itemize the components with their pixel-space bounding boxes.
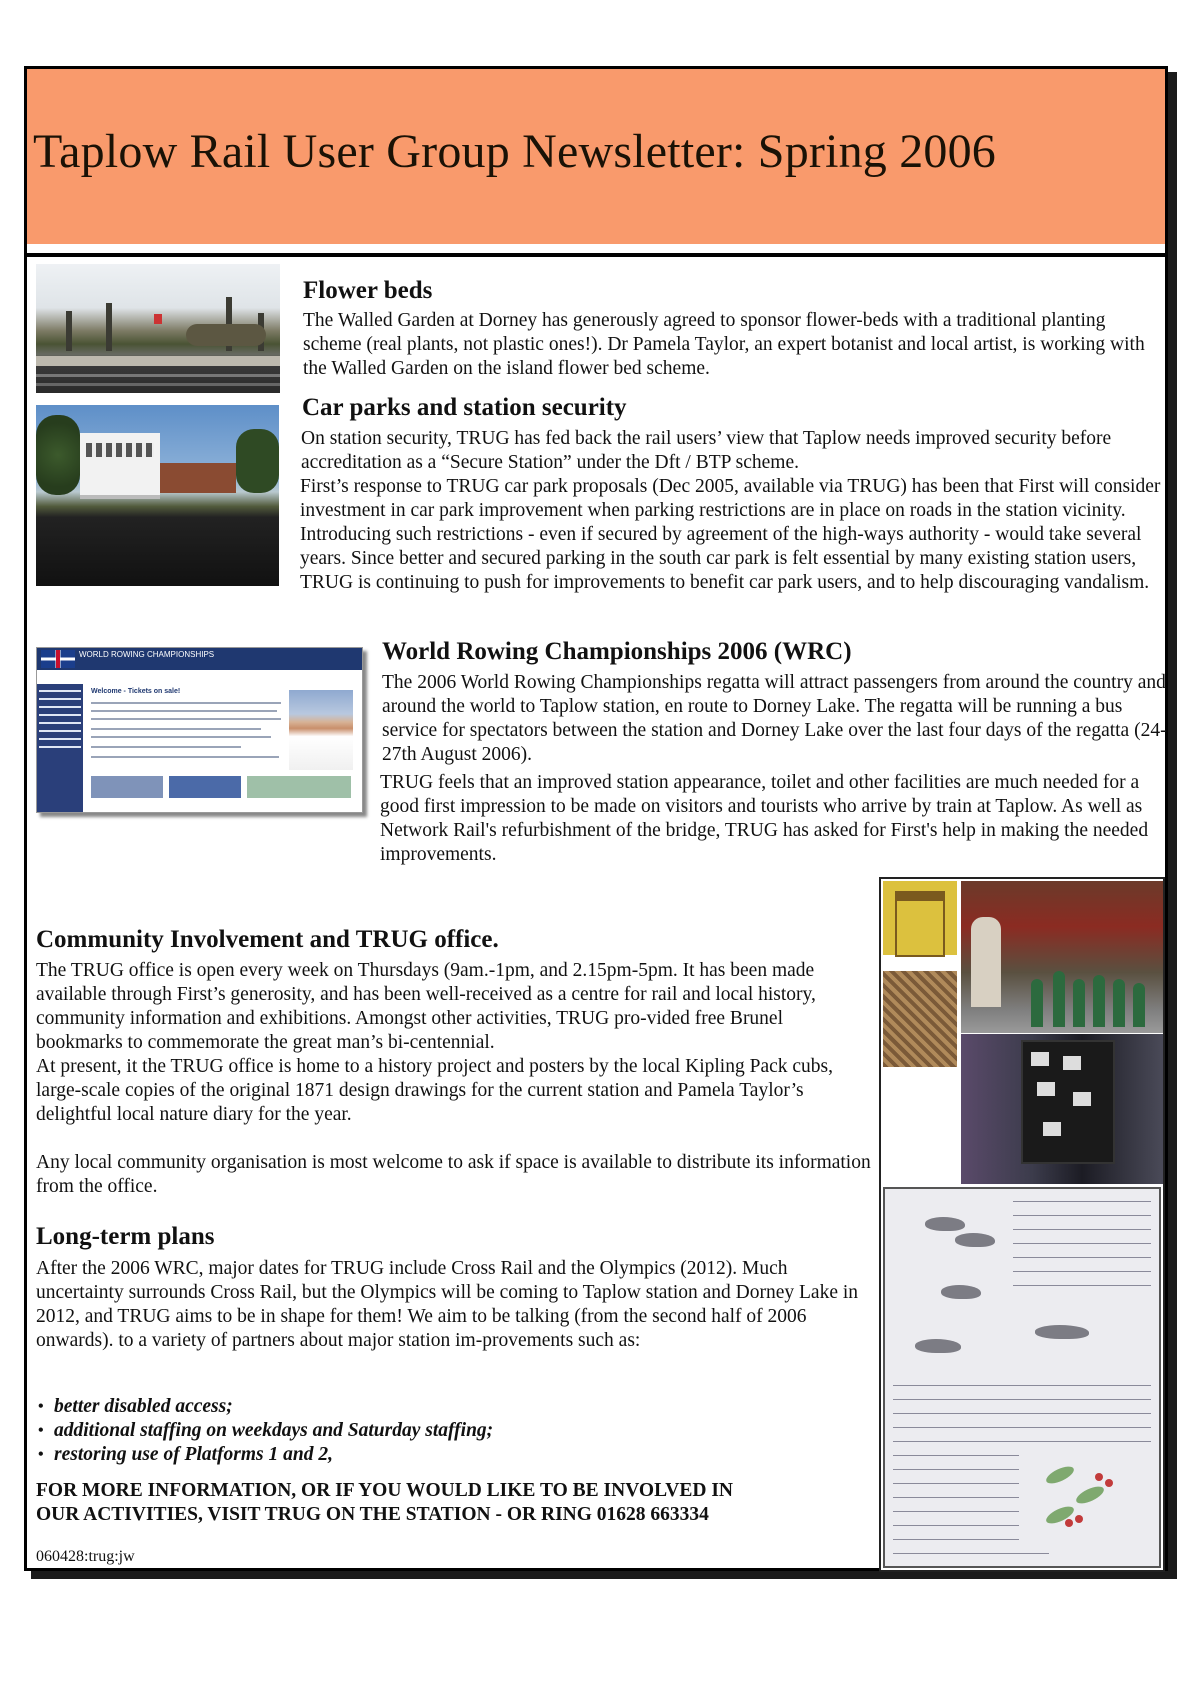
- long-term-heading: Long-term plans: [36, 1223, 215, 1250]
- cubs-visit-photo: [961, 881, 1163, 1033]
- wrc-site-banner: WORLD ROWING CHAMPIONSHIPS: [79, 650, 215, 659]
- community-heading: Community Involvement and TRUG office.: [36, 926, 499, 953]
- contact-line-2: OUR ACTIVITIES, VISIT TRUG ON THE STATION - OR RING 01628 663334: [36, 1504, 709, 1525]
- history-poster-thumbnail: [883, 971, 957, 1067]
- list-item: • additional staffing on weekdays and Saturday staffing;: [36, 1419, 493, 1443]
- spokesperson-photo: [289, 690, 353, 770]
- car-parks-heading: Car parks and station security: [302, 394, 627, 421]
- community-text-3: Any local community organisation is most welcome to ask if space is available to distribute its information from the office.: [36, 1152, 871, 1197]
- improvements-list: [36, 1395, 493, 1467]
- flower-beds-heading: Flower beds: [303, 277, 433, 304]
- wrc-text-1: The 2006 World Rowing Championships regatta will attract passengers from around the country and around the world to Taplow station, en route to Dorney Lake. The regatta will be running a bus service for spectators between the station and Dorney Lake over the last four days of the regatta (24-27th August 2006).: [382, 672, 1167, 765]
- union-flag-icon: [41, 650, 75, 668]
- exhibition-photo: [961, 1034, 1163, 1184]
- flower-beds-text: The Walled Garden at Dorney has generously agreed to sponsor flower-beds with a traditional planting scheme (real plants, not plastic ones!). Dr Pamela Taylor, an expert botanist and local artist, is working with the Walled Garden on the island flower bed scheme.: [303, 310, 1145, 379]
- car-parks-text-1: On station security, TRUG has fed back the rail users’ view that Taplow needs improved security before accreditation as a “Secure Station” under the Dft / BTP scheme.: [301, 428, 1112, 473]
- wrc-text-2: TRUG feels that an improved station appearance, toilet and other facilities are much needed for a good first impression to be made on visitors and tourists who arrive by train at Taplow. As well as Network Rail's refurbishment of the bridge, TRUG has asked for First's help in making the needed improvements.: [380, 772, 1149, 865]
- wrc-website-screenshot: [36, 647, 363, 813]
- station-platform-photo: [36, 264, 280, 393]
- list-item: • restoring use of Platforms 1 and 2,: [36, 1443, 493, 1467]
- list-item: • better disabled access;: [36, 1395, 493, 1419]
- contact-callout: [36, 1479, 733, 1527]
- wrc-site-welcome: Welcome - Tickets on sale!: [91, 688, 181, 695]
- community-text-1: The TRUG office is open every week on Thursdays (9am.-1pm, and 2.15pm-5pm. It has been made available through First’s generosity, and has been well-received as a centre for rail and local history, community information and exhibitions. Amongst other activities, TRUG pro-vided free Brunel bookmarks to commemorate the great man’s bi-centennial.: [36, 960, 816, 1053]
- page-title: Taplow Rail User Group Newsletter: Spring 2006: [33, 125, 997, 178]
- community-text-2: At present, it the TRUG office is home to a history project and posters by the local Kipling Pack cubs, large-scale copies of the original 1871 design drawings for the current station and Pamela Taylor’s delightful local nature diary for the year.: [36, 1056, 833, 1125]
- title-divider: [27, 253, 1165, 257]
- document-reference: 060428:trug:jw: [36, 1548, 135, 1565]
- long-term-text: After the 2006 WRC, major dates for TRUG include Cross Rail and the Olympics (2012). Much uncertainty surrounds Cross Rail, but the Olympics will be coming to Taplow station and Dorney Lake in 2012, and TRUG aims to be in shape for them! We aim to be talking (from the second half of 2006 onwards). to a variety of partners about major station im-provements such as:: [36, 1258, 859, 1351]
- signal-box-photo: [36, 405, 279, 586]
- community-photo-collage: [879, 877, 1165, 1572]
- nature-diary-page: [883, 1187, 1161, 1568]
- contact-line-1: FOR MORE INFORMATION, OR IF YOU WOULD LIKE TO BE INVOLVED IN: [36, 1480, 734, 1501]
- car-parks-text-2: First’s response to TRUG car park proposals (Dec 2005, available via TRUG) has been that First will consider investment in car park improvement when parking restrictions are in place on roads in the station vicinity. Introducing such restrictions - even if secured by agreement of the high-ways authority - would take several years. Since better and secured parking in the south car park is felt essential by many existing station users, TRUG is continuing to push for improvements to benefit car park users, and to help discouraging vandalism.: [300, 476, 1161, 593]
- title-banner: [27, 69, 1165, 244]
- design-drawing-thumbnail: [883, 881, 957, 955]
- wrc-heading: World Rowing Championships 2006 (WRC): [382, 638, 852, 665]
